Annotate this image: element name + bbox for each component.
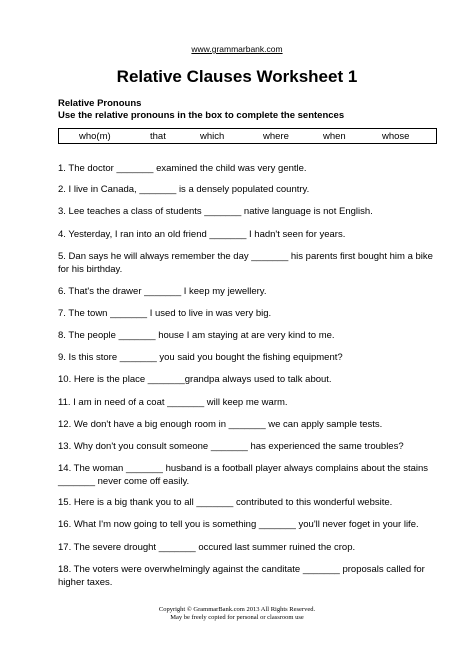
worksheet-title: Relative Clauses Worksheet 1 [116, 67, 358, 86]
word-box-item: where [263, 131, 289, 142]
word-box-item: which [200, 131, 225, 142]
question-item: 6. That's the drawer _______ I keep my jewellery. [58, 286, 267, 297]
question-item: 11. I am in need of a coat _______ will keep me warm. [58, 397, 288, 408]
question-item: 9. Is this store _______ you said you bought the fishing equipment? [58, 352, 343, 363]
question-item: 13. Why don't you consult someone _______ has experienced the same troubles? [58, 441, 404, 452]
word-box-item: whose [382, 131, 410, 142]
site-url-link[interactable]: www.grammarbank.com [191, 44, 283, 54]
question-item: 2. I live in Canada, _______ is a densely populated country. [58, 184, 310, 195]
question-item: 4. Yesterday, I ran into an old friend _______ I hadn't seen for years. [58, 229, 346, 240]
question-item: 15. Here is a big thank you to all _______ contributed to this wonderful website. [58, 497, 393, 508]
question-item: 1. The doctor _______ examined the child was very gentle. [58, 163, 307, 174]
question-item: 12. We don't have a big enough room in _______ we can apply sample tests. [58, 419, 383, 430]
section-subtitle: Relative Pronouns [58, 98, 142, 109]
question-item: 18. The voters were overwhelmingly against the canditate _______ proposals called for higher taxes. [58, 564, 425, 588]
instructions: Use the relative pronouns in the box to complete the sentences [58, 110, 345, 121]
word-box [58, 128, 437, 144]
question-item: 7. The town _______ I used to live in was very big. [58, 308, 272, 319]
question-item: 8. The people _______ house I am staying at are very kind to me. [58, 330, 335, 341]
permission-notice: May be freely copied for personal or classroom use [170, 614, 304, 621]
question-item: 3. Lee teaches a class of students _______ native language is not English. [58, 206, 373, 217]
word-box-item: who(m) [79, 131, 111, 142]
word-box-item: when [323, 131, 346, 142]
question-item: 14. The woman _______ husband is a football player always complains about the stains _______ never come off easily. [58, 463, 429, 487]
question-item: 16. What I'm now going to tell you is something _______ you'll never foget in your life. [58, 519, 419, 530]
word-box-item: that [150, 131, 166, 142]
question-item: 17. The severe drought _______ occured last summer ruined the crop. [58, 542, 356, 553]
question-item: 10. Here is the place _______grandpa always used to talk about. [58, 374, 332, 385]
copyright-notice: Copyright © GrammarBank.com 2013 All Rights Reserved. [158, 606, 316, 613]
question-item: 5. Dan says he will always remember the day _______ his parents first bought him a bike for his birthday. [58, 251, 433, 275]
